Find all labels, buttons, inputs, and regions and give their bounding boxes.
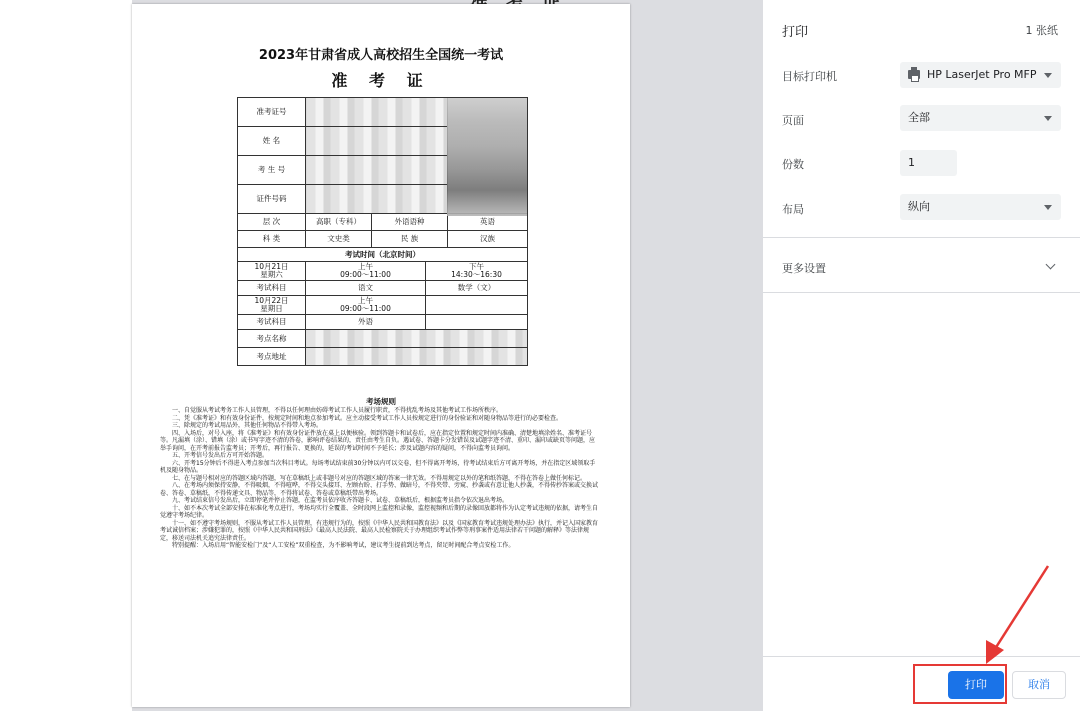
value-ticket-no-redacted [306,98,448,127]
photo-redacted [447,98,527,216]
value-site-address-redacted [306,348,528,366]
rule-item: 十、如不本次考试全部安排在标准化考点进行，考场均实行全覆盖、全时段网上监控和录像，监控视频和后期的录像回放都将作为认定考试违规的依据，请考生自觉遵守考场纪律。 [160,504,599,519]
rule-item: 八、在考场内须保持安静，不得吸烟，不得喧哗，不得交头接耳、左顾右盼、打手势、做暗号，不得夹带、旁窥、抄袭或有意让他人抄袭，不得传抄答案或交换试卷、答卷、草稿纸，不得传递文具、物品等，不得将试卷、答卷或草稿纸带出考场。 [160,482,599,497]
annotation-highlight-box [913,664,1007,704]
value-exam-no-redacted [306,156,448,185]
day1-subject-label: 考试科目 [238,281,306,296]
label-subject-category: 科 类 [238,231,306,248]
value-level: 高职（专科） [306,214,372,231]
settings-divider [763,292,1080,293]
rule-item: 特别提醒：入场启用“智能安检门”及“人工安检”双重检查，为不影响考试，建议考生提前到达考点，留足时间配合考点安检工作。 [172,542,515,549]
dropdown-caret-icon [1044,205,1052,210]
day2-am-time: 上午 09:00～11:00 [306,296,426,315]
printer-icon [908,70,920,79]
day1-pm-subject: 数学（文） [426,281,528,296]
cancel-button[interactable]: 取消 [1012,671,1066,699]
destination-label: 目标打印机 [782,70,837,83]
rule-item: 七、在与题号相对应的答题区域内答题，写在草稿纸上或非题号对应的答题区域的答案一律无效。不得用规定以外的笔和纸答题，不得在答卷上做任何标记。 [172,474,587,482]
rule-item: 一、自觉服从考试考务工作人员管理，不得以任何理由妨碍考试工作人员履行职责，不得扰乱考场及其他考试工作场所秩序。 [172,407,503,414]
label-exam-no: 考 生 号 [238,156,306,185]
dropdown-caret-icon [1044,116,1052,121]
rule-item: 九、考试结束信号发出后，立即停笔并停止答题，在监考员依序收齐答题卡、试卷、草稿纸后，根据监考员指令依次退出考场。 [172,497,509,504]
panel-title: 打印 [782,25,809,40]
label-level: 层 次 [238,214,306,231]
layout-label: 布局 [782,203,804,216]
value-id-no-redacted [306,185,448,214]
day1-pm-time: 下午 14:30～16:30 [426,262,528,281]
day2-pm-empty [426,296,528,315]
rule-item: 六、开考15分钟后不得进入考点参加当次科目考试。每场考试结束前30分钟以内可以交卷，但不得离开考场，待考试结束后方可离开考场，并在指定区域领取手机及随身物品。 [160,459,596,474]
ticket-main-title: 2023年甘肃省成人高校招生全国统一考试 [258,48,504,63]
settings-divider [763,237,1080,238]
rule-item: 二、凭《准考证》和有效身份证件，按规定时间和地点参加考试。应主动接受考试工作人员按规定进行的身份验证和对随身物品等进行的必要检查。 [172,414,563,422]
rule-item: 四、入场后，对号入座，将《准考证》和有效身份证件放在桌上以便核验。领到答题卡和试卷后，应在指定位置和规定时间内准确、清楚地填涂姓名、准考证号等。凡漏填（涂）、错填（涂）或书写字迹不清的答卷，影响评卷结果的，责任由考生自负。遇试卷、答题卡分发错误及试题字迹不清、重印、漏印或缺页等问题，应举手询问，在开考前报告监考员；开考后，再行报告、更换的，延误的考试时间不予延长；涉及试题内容的疑问，不得向监考员询问。 [160,429,596,452]
preview-page [132,4,630,707]
pages-label: 页面 [782,114,804,127]
label-foreign-lang: 外语语种 [372,214,448,231]
rule-item: 五、开考信号发出后方可开始答题。 [172,452,269,459]
chevron-down-icon[interactable] [1046,260,1056,270]
label-ticket-no: 准考证号 [238,98,306,127]
print-button[interactable]: 打印 [948,671,1004,699]
label-site-name: 考点名称 [238,330,306,348]
layout-value: 纵向 [908,200,930,213]
value-name-redacted [306,127,448,156]
day1-am-time: 上午 09:00～11:00 [306,262,426,281]
day2-pm-empty-subject [426,315,528,330]
value-ethnicity: 汉族 [448,231,528,248]
day2-date: 10月22日 星期日 [238,296,306,315]
destination-value: HP LaserJet Pro MFP [927,68,1037,81]
pages-value: 全部 [908,111,930,124]
label-name: 姓 名 [238,127,306,156]
ticket-subtitle: 准 考 证 [331,71,431,90]
rules-list [160,407,600,550]
annotation-arrow-icon [960,560,1060,670]
day1-am-subject: 语文 [306,281,426,296]
label-ethnicity: 民 族 [372,231,448,248]
rule-item: 三、除规定的考试用品外，其他任何物品不得带入考场。 [172,422,323,429]
copies-label: 份数 [782,158,804,171]
copies-input[interactable]: 1 [900,150,957,176]
more-settings-toggle[interactable]: 更多设置 [782,262,826,275]
day2-am-subject: 外语 [306,315,426,330]
label-id-no: 证件号码 [238,185,306,214]
value-foreign-lang: 英语 [448,214,528,231]
preview-left-margin [0,0,132,711]
day1-date: 10月21日 星期六 [238,262,306,281]
value-site-name-redacted [306,330,528,348]
day2-subject-label: 考试科目 [238,315,306,330]
rule-item: 十一、如不遵守考场规则，不服从考试工作人员管理，有违规行为的，按照《中华人民共和国教育法》以及《国家教育考试违规处理办法》执行，并记入国家教育考试诚信档案；涉嫌犯罪的，按照《中华人民共和国刑法》《最高人民法院、最高人民检察院关于办理组织考试作弊等刑事案件适用法律若干问题的解释》等法律规定，移送司法机关追究法律责任。 [160,519,599,542]
value-subject-category: 文史类 [306,231,372,248]
dropdown-caret-icon [1044,73,1052,78]
layout-select[interactable] [900,194,1061,220]
schedule-header: 考试时间（北京时间） [238,248,528,262]
rules-title: 考场规则 [366,397,396,406]
sheet-count: 1 张纸 [1025,24,1058,37]
destination-select[interactable] [900,62,1061,88]
pages-select[interactable] [900,105,1061,131]
label-site-address: 考点地址 [238,348,306,366]
